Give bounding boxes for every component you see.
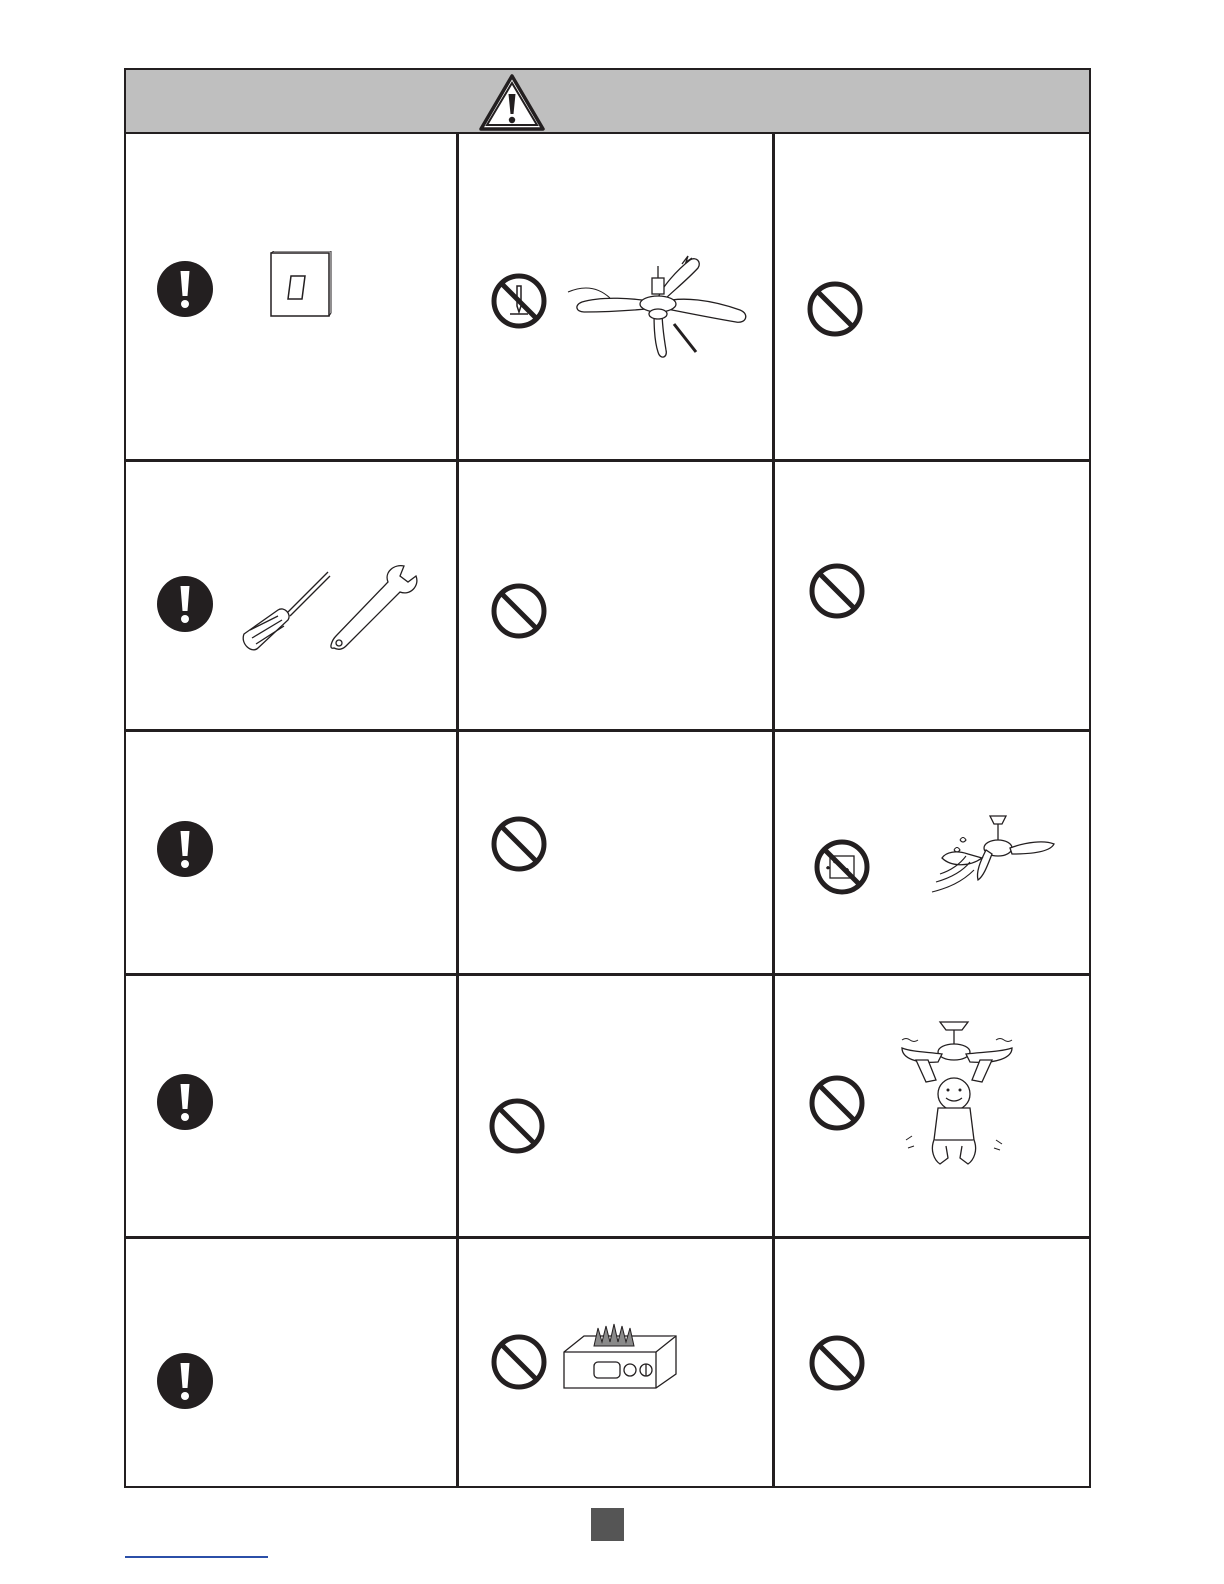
column-divider	[772, 132, 775, 1486]
exclamation-circle-icon	[156, 820, 214, 878]
prohibition-circle-icon	[490, 582, 548, 640]
exclamation-circle-icon	[156, 1352, 214, 1410]
prohibition-circle-icon	[806, 280, 864, 338]
prohibition-circle-icon	[488, 1097, 546, 1155]
exclamation-circle-icon	[156, 575, 214, 633]
row-divider	[126, 459, 1089, 462]
child-hanging-fan-icon	[896, 1018, 1016, 1178]
row-divider	[126, 1236, 1089, 1239]
page-number-box	[591, 1508, 624, 1541]
exclamation-circle-icon	[156, 1073, 214, 1131]
row-divider	[126, 729, 1089, 732]
screwdriver-wrench-icon	[238, 562, 422, 654]
prohibition-circle-icon	[808, 562, 866, 620]
prohibited-disassembly-icon	[490, 272, 548, 330]
prohibition-circle-icon	[490, 1333, 548, 1391]
exclamation-circle-icon	[156, 260, 214, 318]
wall-switch-icon	[269, 251, 333, 319]
ceiling-fan-repair-icon	[562, 252, 752, 362]
prohibition-circle-icon	[808, 1074, 866, 1132]
footer-link-underline[interactable]	[125, 1556, 268, 1558]
warning-triangle-icon	[478, 72, 546, 132]
fan-water-splash-icon	[926, 810, 1058, 900]
prohibited-water-icon	[813, 838, 871, 896]
prohibition-circle-icon	[490, 815, 548, 873]
gas-stove-icon	[560, 1322, 680, 1392]
column-divider	[456, 132, 459, 1486]
warning-header	[126, 70, 1089, 134]
prohibition-circle-icon	[808, 1334, 866, 1392]
row-divider	[126, 973, 1089, 976]
